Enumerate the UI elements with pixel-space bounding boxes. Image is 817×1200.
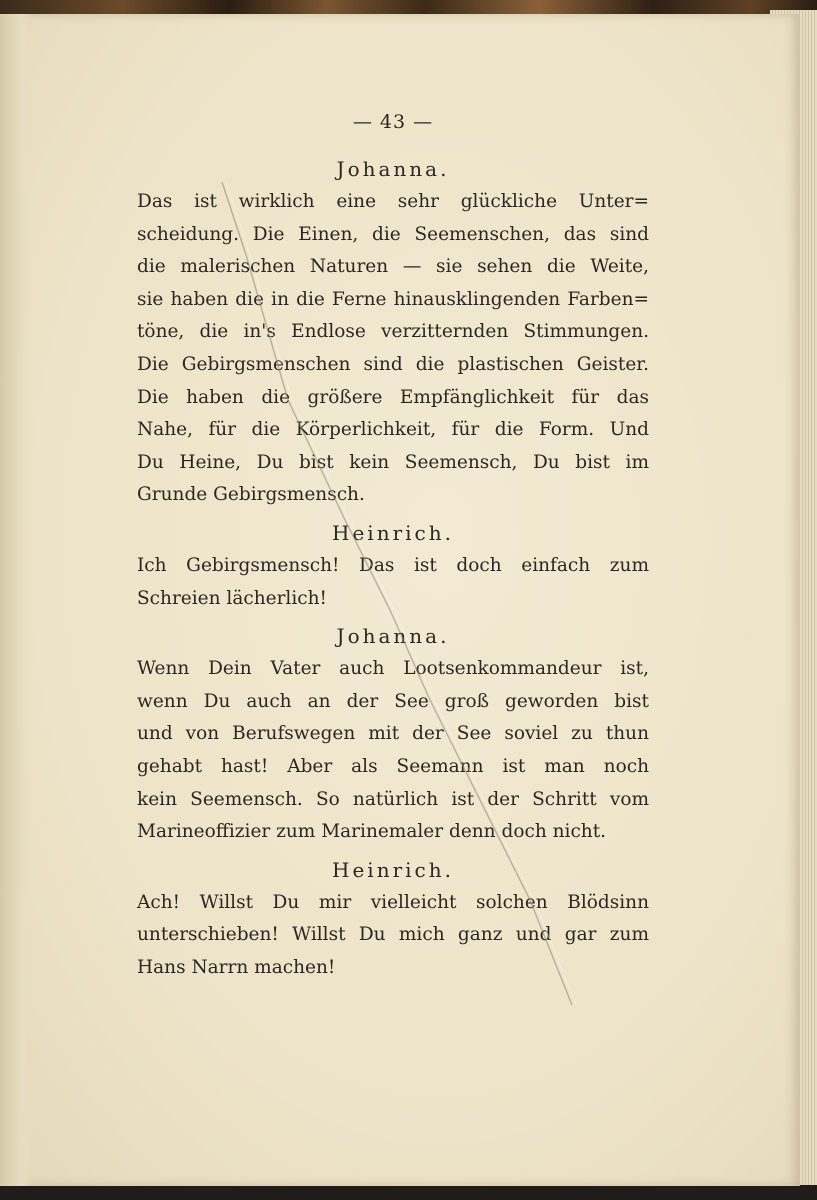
page-number: — 43 — [352, 111, 434, 133]
speaker-name: Heinrich. [332, 857, 454, 882]
text-line: Schreien lächerlich! [137, 587, 327, 609]
text-line: Nahe, für die Körperlichkeit, für die Form. Und [137, 419, 649, 441]
dialogue-block-3 [137, 619, 649, 849]
text-line: wenn Du auch an der See groß geworden bist [137, 690, 649, 712]
text-line: Die haben die größere Empfänglichkeit für das [137, 386, 649, 408]
speech-paragraph [137, 186, 649, 512]
text-line: Wenn Dein Vater auch Lootsenkommandeur ist, [137, 658, 649, 680]
text-line: und von Berufswegen mit der See soviel zu thun [137, 723, 649, 745]
text-line: Grunde Gebirgsmensch. [137, 484, 365, 506]
text-line: unterschieben! Willst Du mich ganz und gar zum [137, 924, 649, 946]
text-line: scheidung. Die Einen, die Seemenschen, das sind [137, 223, 649, 245]
text-line: Ach! Willst Du mir vielleicht solchen Blödsinn [137, 891, 649, 913]
text-line: Ich Gebirgsmensch! Das ist doch einfach zum [137, 554, 649, 576]
page-text [137, 100, 649, 984]
speech-paragraph [137, 887, 649, 985]
text-line: Marineoffizier zum Marinemaler denn doch nicht. [137, 821, 607, 843]
dialogue-block-1 [137, 152, 649, 512]
text-line: Die Gebirgsmenschen sind die plastischen Geister. [137, 353, 649, 375]
speaker-name: Heinrich. [332, 520, 454, 545]
text-line: sie haben die in die Ferne hinausklingenden Farben= [137, 288, 649, 310]
text-line: Du Heine, Du bist kein Seemensch, Du bist im [137, 451, 649, 473]
text-line: die malerischen Naturen — sie sehen die Weite, [137, 256, 649, 278]
speech-paragraph [137, 653, 649, 849]
text-line: töne, die in's Endlose verzitternden Stimmungen. [137, 321, 649, 343]
text-line: gehabt hast! Aber als Seemann ist man noch [137, 755, 649, 777]
text-line: Hans Narrn machen! [137, 956, 336, 978]
text-line: kein Seemensch. So natürlich ist der Schritt vom [137, 788, 649, 810]
dialogue-block-4 [137, 853, 649, 985]
speaker-name: Johanna. [336, 624, 450, 649]
text-line: Das ist wirklich eine sehr glückliche Unter= [137, 191, 649, 212]
speaker-name: Johanna. [336, 157, 450, 181]
speech-paragraph [137, 550, 649, 615]
page-gutter [0, 14, 32, 1186]
dialogue-block-2 [137, 516, 649, 615]
